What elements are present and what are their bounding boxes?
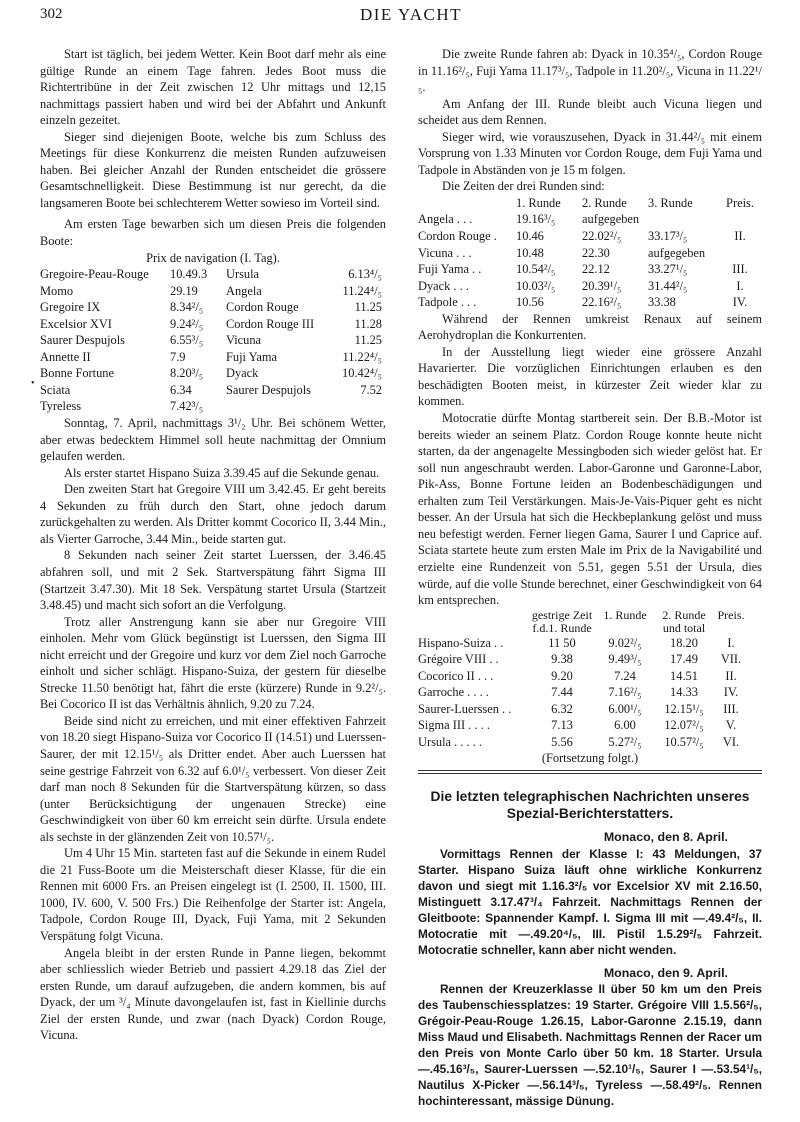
table-cell <box>336 398 386 415</box>
table-cell: 8.20³/₅ <box>170 366 204 381</box>
table-cell: 9.02²/₅ <box>608 635 642 650</box>
left-column <box>40 46 386 1044</box>
column-header: 1. Runde <box>516 195 561 210</box>
table-cell: 6.13⁴/₅ <box>348 267 382 282</box>
table-cell: 7.52 <box>360 382 382 397</box>
table-cell: 33.38 <box>648 295 676 310</box>
table-cell: 7.16²/₅ <box>608 685 642 700</box>
column-header: 2. Runde und total <box>662 607 706 635</box>
column-header <box>418 195 516 212</box>
table-cell: V. <box>725 718 737 733</box>
paragraph: Sieger sind diejenigen Boote, welche bis zum Schluss des Meetings für diese Konkurrenz die meisten Runden aufzuweisen haben. Bei gleicher Anzahl der Runden entscheidet die grössere Gesamtschnelligkeit. Diese Bestimmung ist nur gerecht, da die langsameren Boote bei schlechterem Wetter sowieso im Vorteil sind. <box>40 129 386 210</box>
table-row <box>418 294 762 311</box>
table-cell: 22.16²/₅ <box>582 295 622 310</box>
table-cell: 29.19 <box>170 283 198 298</box>
table-cell: 10.54²/₅ <box>516 262 556 277</box>
column-header: 2. Runde <box>582 195 627 210</box>
paragraph: Sieger wird, wie vorauszusehen, Dyack in 31.44²/₅ mit einem Vorsprung von 1.33 Minuten vor Cordon Rouge, dem Fuji Yama und Tadpole in Abständen von je 15 m folgen. <box>418 129 762 177</box>
omnium-table <box>418 609 748 751</box>
table-cell: 11.24⁴/₅ <box>342 283 382 298</box>
news-heading: Die letzten telegraphischen Nachrichten unseres Spezial-Berichterstatters. <box>430 788 750 821</box>
column-header: Preis. <box>726 195 754 210</box>
table-cell: 14.51 <box>670 668 698 683</box>
table-cell: 20.39¹/₅ <box>582 278 622 293</box>
table-cell: Cordon Rouge . <box>418 229 497 244</box>
table-cell: Fuji Yama <box>226 349 277 364</box>
table-cell: Saurer Despujols <box>226 382 311 397</box>
table-row <box>40 316 386 333</box>
table-row <box>418 734 748 751</box>
table-cell: 7.13 <box>551 718 573 733</box>
news-item: Rennen der Kreuzerklasse II über 50 km um den Preis des Taubenschiessplatzes: 19 Starter. Grégoire VIII 1.5.56²/₅, Grégoir-Peau-Rouge 1.26.15, Labor-Garonne 2.15.19, dann Miss Maud und Elisabeth. Nachmittags Rennen der Racer um den Preis von Monte Carlo über 50 km. 18 Starter. Ursula —.45.16³/₅, Saurer-Luerssen —.52.10¹/₅, Saurer I —.53.54¹/₅, Nautilus X-Picker —.56.14³/₅, Tyreless —.58.49²/₅. Rennen hochinteressant, mässige Dünung. <box>418 982 762 1109</box>
table-row <box>40 332 386 349</box>
table-cell: Grégoire VIII . . <box>418 652 499 667</box>
table-cell: Cocorico II . . . <box>418 668 494 683</box>
table-cell: 10.48 <box>516 245 544 260</box>
prix-title: Prix de navigation (I. Tag). <box>146 250 280 265</box>
paragraph: Die zweite Runde fahren ab: Dyack in 10.35⁴/₅, Cordon Rouge in 11.16²/₅, Fuji Yama 11.17³/₅, Tadpole in 11.20²/₅, Vicuna in 11.22¹/₅. <box>418 47 762 95</box>
table-cell: Saurer Despujols <box>40 333 125 348</box>
table-cell: Hispano-Suiza . . <box>418 635 504 650</box>
column-header: gestrige Zeit f.d.1. Runde <box>531 607 593 635</box>
table-cell: Gregoire IX <box>40 300 101 315</box>
table-cell: 17.49 <box>670 652 698 667</box>
table-row <box>40 349 386 366</box>
table-cell: 11 50 <box>548 635 576 650</box>
table-cell: VI. <box>722 734 740 749</box>
paragraph: Die Zeiten der drei Runden sind: <box>442 179 605 194</box>
table-cell: 10.46 <box>516 229 544 244</box>
table-cell: II. <box>734 229 746 244</box>
page-header <box>40 6 782 28</box>
table-cell: Gregoire-Peau-Rouge <box>40 267 149 282</box>
table-cell: 10.42⁴/₅ <box>342 366 382 381</box>
paragraph: Während der Rennen umkreist Renaux auf seinem Aerohydroplan die Konkurrenten. <box>418 311 762 343</box>
right-column <box>418 46 762 1109</box>
paragraph: Beide sind nicht zu erreichen, und mit einer effektiven Fahrzeit von 18.20 siegt Hispano-Suiza vor Cocorico II (14.51) und Luerssen-Saurer, der mit 12.15¹/₅ als Dritter endet. Aber auch Luerssen hat seine gestrige Fahrzeit von 6.32 auf 6.0¹/₅ verbessert. Von dieser Zeit darf man noch 8 Sekunden für die Startverspätung kürzen, so dass (unter Berücksichtigung der ungenauen Strecke) eine Geschwindigkeit von über 60 km erreicht sein dürfte. Ursula endete als sechste in der glänzenden Zeit von 10.57¹/₅. <box>40 713 386 844</box>
table-row <box>418 668 748 685</box>
divider <box>418 773 762 774</box>
table-cell: Sciata <box>40 382 71 397</box>
table-cell <box>226 398 336 415</box>
table-row <box>418 684 748 701</box>
table-cell: I. <box>736 278 744 293</box>
table-cell <box>648 211 718 228</box>
paragraph: Trotz aller Anstrengung kann sie aber nur Gregoire VIII einholen. Mehr vom Glück begünstigt ist Luerssen, den Sigma III nicht erreicht und der Gregoire und kurz vor dem Ziel noch Garroche einholt und sicher schlägt. Hispano-Suiza, der gestern für dieselbe Strecke 11.50 benötigt hat, fährt die erste (kürzere) Runde in 9.2²/₅. Bei Cocorico II ist das Verhältnis ähnlich, 9.20 zu 7.24. <box>40 614 386 712</box>
table-cell: 12.15¹/₅ <box>664 701 704 716</box>
table-row <box>40 266 386 283</box>
table-cell: 12.07²/₅ <box>664 718 704 733</box>
table-cell: IV. <box>732 295 748 310</box>
table-row <box>418 245 762 262</box>
table-cell: III. <box>732 262 748 277</box>
table-row <box>418 261 762 278</box>
table-cell: 9.20 <box>551 668 573 683</box>
table-cell: Fuji Yama . . <box>418 262 482 277</box>
table-row <box>418 228 762 245</box>
table-cell: 6.34 <box>170 382 192 397</box>
table-cell: III. <box>723 701 739 716</box>
table-row <box>418 635 748 652</box>
table-cell: 5.27²/₅ <box>608 734 642 749</box>
running-title: DIE YACHT <box>359 5 463 24</box>
paragraph: 8 Sekunden nach seiner Zeit startet Luerssen, der 3.46.45 abfahren soll, und mit 2 Sek. Startverspätung fährt Sigma III (Startzeit 3.47.30). Mit 18 Sek. Verspätung startet Ursula (Startzeit 3.48.45) und macht sich sofort an die Verfolgung. <box>40 548 386 613</box>
table-cell: Garroche . . . . <box>418 685 489 700</box>
table-cell: 11.22⁴/₅ <box>342 349 382 364</box>
table-cell: 14.33 <box>670 685 698 700</box>
table-cell: II. <box>725 668 737 683</box>
table-cell: Tyreless <box>40 399 82 414</box>
table-row <box>40 283 386 300</box>
table-cell: 9.24²/₅ <box>170 316 204 331</box>
news-item: Vormittags Rennen der Klasse I: 43 Meldungen, 37 Starter. Hispano Suiza läuft ohne wirkliche Konkurrenz davon und siegt mit 1.16.3²/₅ vor Excelsior XV mit 2.16.50, Mistinguett 3.17.47³/₄ Fahrzeit. Nachmittags Rennen der Gleitboote: Spannender Kampf. I. Sigma III mit —.49.4²/₅, II. Motocratie mit —.49.20⁴/₅, III. Pistil 1.5.29²/₅ Fahrzeit. Motocratie schneller, kann aber nicht wenden. <box>418 846 762 957</box>
table-cell: Ursula <box>226 267 260 282</box>
margin-mark: • <box>31 378 35 389</box>
table-cell: Vicuna <box>226 333 262 348</box>
column-header: 1. Runde <box>603 607 647 622</box>
divider <box>418 770 762 771</box>
page-number: 302 <box>40 6 63 22</box>
table-cell: 6.55³/₅ <box>170 333 204 348</box>
table-cell: 7.24 <box>614 668 636 683</box>
table-row <box>40 382 386 399</box>
table-cell: VII. <box>720 652 742 667</box>
paragraph: Sonntag, 7. April, nachmittags 3¹/₂ Uhr. Bei schönem Wetter, aber etwas bedecktem Himmel soll heute nachmittag der Omnium gelaufen werden. <box>40 416 386 464</box>
table-cell: 9.38 <box>551 652 573 667</box>
table-cell: Excelsior XVI <box>40 316 112 331</box>
table-cell: Angela . . . <box>418 212 473 227</box>
table-cell: 10.49.3 <box>170 267 208 282</box>
table-cell: 22.02²/₅ <box>582 229 622 244</box>
table-cell: 7.9 <box>170 349 186 364</box>
table-row <box>418 278 762 295</box>
table-cell: IV. <box>723 685 739 700</box>
table-cell: Annette II <box>40 349 91 364</box>
table-row <box>40 398 386 415</box>
column-header: 3. Runde <box>648 195 693 210</box>
table-cell: aufgegeben <box>648 245 706 260</box>
table-cell: 9.49³/₅ <box>608 652 642 667</box>
table-row <box>40 299 386 316</box>
continued-note: (Fortsetzung folgt.) <box>541 751 639 766</box>
prix-de-navigation-table <box>40 266 386 415</box>
paragraph: Start ist täglich, bei jedem Wetter. Kein Boot darf mehr als eine gültige Runde an einem Tage fahren. Jedes Boot muss die Richtertribüne in der Zeit zwischen 12 Uhr mittags und 12,15 nachmittags passiert haben und wird bei der Abfahrt und Ankunft einzeln gezeitet. <box>40 47 386 128</box>
paragraph: Um 4 Uhr 15 Min. starteten fast auf die Sekunde in einem Rudel die 21 Fuss-Boote um die Meisterschaft dieser Klasse, für die ein Rennen mit 6000 Frs. an Preisen eingelegt ist (I. 2500, II. 1500, III. 1000, IV. 600, V. 500 Frs.) Die Reihenfolge der Starter ist: Angela, Tadpole, Cordon Rouge III, Dyack, Fuji Yama, mit 2 Sekunden Verspätung folgt Vicuna. <box>40 846 386 943</box>
table-cell: 10.56 <box>516 295 544 310</box>
table-cell: 18.20 <box>670 635 698 650</box>
table-cell: Momo <box>40 283 74 298</box>
table-cell: 11.28 <box>354 316 382 331</box>
table-cell: 33.27¹/₅ <box>648 262 688 277</box>
table-row <box>418 701 748 718</box>
table-cell: Cordon Rouge <box>226 300 299 315</box>
table-row <box>418 717 748 734</box>
table-cell: 5.56 <box>551 734 573 749</box>
table-cell: 8.34²/₅ <box>170 300 204 315</box>
dateline: Monaco, den 8. April. <box>603 829 728 844</box>
dateline: Monaco, den 9. April. <box>603 965 728 980</box>
table-cell: 11.25 <box>354 333 382 348</box>
paragraph: Als erster startet Hispano Suiza 3.39.45 auf die Sekunde genau. <box>64 465 380 480</box>
table-cell: Tadpole . . . <box>418 295 477 310</box>
table-cell: 10.03²/₅ <box>516 278 556 293</box>
column-header: Preis. <box>717 607 745 622</box>
paragraph: In der Ausstellung liegt wieder eine grössere Anzahl Havarierter. Die vorzüglichen Einrichtungen erlauben es den beschädigten Booten meist, in kürzester Zeit wieder klar zu kommen. <box>418 344 762 409</box>
paragraph: Den zweiten Start hat Gregoire VIII um 3.42.45. Er geht bereits 4 Sekunden zu früh durch den Start, ohne jedoch darum zurückgehalten zu werden. Als Dritter kommt Cocorico II, 3.44 Min., als Vierter Garroche, 3.44 Min., beide starten gut. <box>40 482 386 546</box>
table-cell: 33.17³/₅ <box>648 229 688 244</box>
table-cell: Dyack . . . <box>418 278 469 293</box>
table-cell: 31.44²/₅ <box>648 278 688 293</box>
paragraph: Am Anfang der III. Runde bleibt auch Vicuna liegen und scheidet aus dem Rennen. <box>418 96 762 128</box>
table-cell: 6.00¹/₅ <box>608 701 642 716</box>
table-cell: Ursula . . . . . <box>418 734 483 749</box>
table-cell <box>718 211 762 228</box>
table-cell: 7.42³/₅ <box>170 399 204 414</box>
table-cell: Sigma III . . . . <box>418 718 490 733</box>
table-cell: Angela <box>226 283 262 298</box>
table-cell: I. <box>727 635 735 650</box>
table-cell: 22.12 <box>582 262 610 277</box>
table-row <box>418 211 762 228</box>
table-cell: 10.57²/₅ <box>664 734 704 749</box>
round-times-table <box>418 195 762 311</box>
table-cell: 19.16³/₅ <box>516 212 556 227</box>
table-cell: Saurer-Luerssen . . <box>418 701 512 716</box>
table-cell: 7.44 <box>551 685 573 700</box>
table-cell: Vicuna . . . <box>418 245 472 260</box>
table-cell: 6.00 <box>614 718 636 733</box>
table-cell: 6.32 <box>551 701 573 716</box>
paragraph: Am ersten Tage bewarben sich um diesen Preis die folgenden Boote: <box>40 217 386 249</box>
column-header <box>418 609 528 635</box>
paragraph: Angela bleibt in der ersten Runde in Panne liegen, bekommt aber schliesslich wieder Betrieb und passiert 4.29.18 das Ziel der ersten Runde, um darauf aufzugeben, die andern kommen, bis auf Dyack, der um ³/₄ Minute davongelaufen ist, fast in Kiellinie durchs Ziel der ersten Runde, und zwar (nach Dyack) Cordon Rouge, Vicuna. <box>40 945 386 1043</box>
table-row <box>40 365 386 382</box>
table-cell: aufgegeben <box>582 212 640 227</box>
table-cell: 22.30 <box>582 245 610 260</box>
table-row <box>418 651 748 668</box>
table-cell: 11.25 <box>354 300 382 315</box>
table-cell: Dyack <box>226 366 259 381</box>
table-cell: Bonne Fortune <box>40 366 114 381</box>
table-cell: Cordon Rouge III <box>226 316 315 331</box>
table-cell <box>718 245 762 262</box>
paragraph: Motocratie dürfte Montag startbereit sein. Der B.B.-Motor ist bereits wieder an seinem Platz. Cordon Rouge konnte heute nicht starten, da der angenagelte Messingboden sich wieder gelöst hat. Er soll nun angeschraubt werden. Labor-Garonne und Garonne-Labor, Pik-Ass, Bonne Fortune leiden an Bodenbeschädigungen und erhalten zum Teil Verstärkungen. Mais-Je-Vais-Piquer geht es nicht besser. An der Ursula hat sich die Heckbeplankung gelöst und muss neu befestigt werden. Ferner liegen Gama, Saurer I und Caprice auf. Sciata startete heute zum ersten Male im Prix de la Navigabilité und erzielte eine Rundenzeit von 5.51, gegen 5.51 der Ursula, dies würde, auf die volle Stunde berechnet, einer Geschwindigkeit von 64 km entsprechen. <box>418 411 762 608</box>
